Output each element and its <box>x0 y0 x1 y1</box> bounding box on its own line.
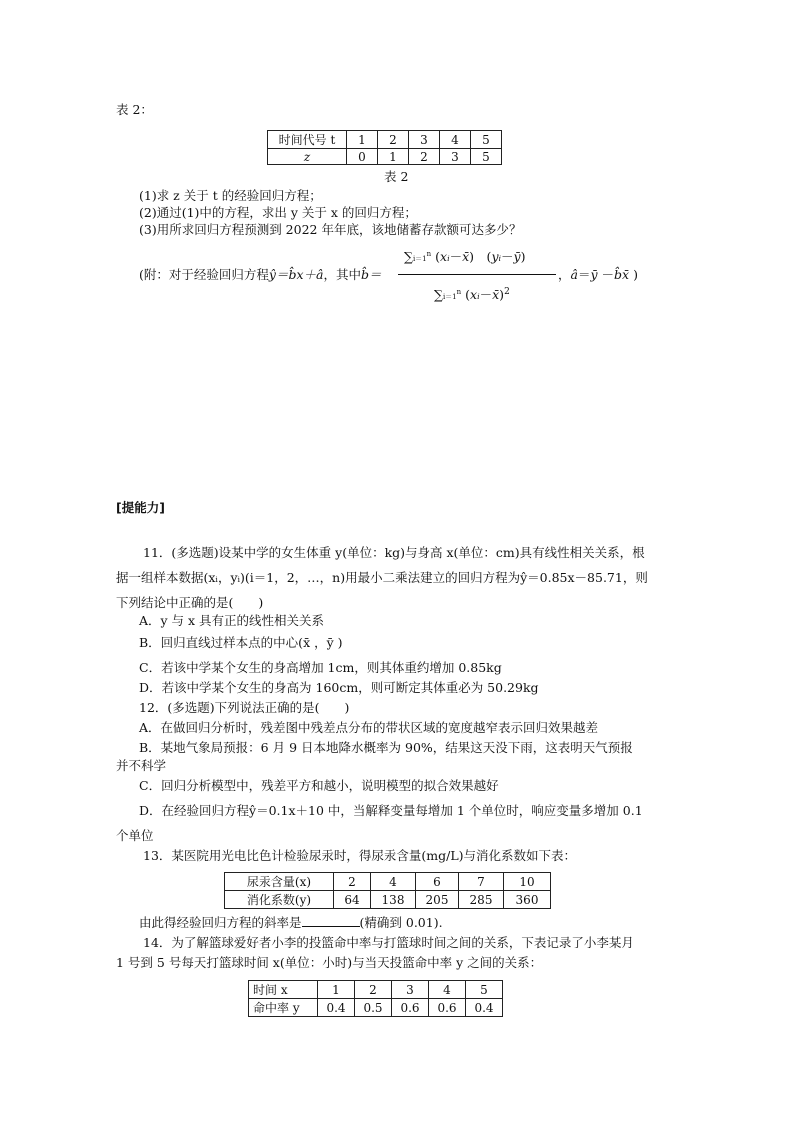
formula-denominator: $\sum i=1^n$ (xᵢ－x̄)$^2$ <box>434 286 510 302</box>
table-cell: 2 <box>409 149 440 165</box>
table-header-cell: 命中率 y <box>249 999 318 1017</box>
table-cell: 0.4 <box>466 999 503 1017</box>
q13-stem: 13．某医院用光电比色计检验尿汞时，得尿汞含量(mg/L)与消化系数如下表： <box>143 848 577 863</box>
table-row <box>225 891 551 909</box>
question-3: (3)用所求回归方程预测到 2022 年年底，该地储蓄存款额可达多少？ <box>139 222 522 237</box>
table-cell: 5 <box>466 981 503 999</box>
table-header-cell: 时间 x <box>249 981 318 999</box>
table-cell: 3 <box>409 131 440 149</box>
table-header-cell: z <box>268 149 347 165</box>
table-cell: 10 <box>504 873 551 891</box>
table-row <box>268 149 502 165</box>
section-title: [提能力] <box>116 500 165 515</box>
q14-table <box>248 980 503 1017</box>
note-prefix: (附：对于经验回归方程 <box>139 267 269 282</box>
table-cell: 64 <box>334 891 371 909</box>
q12-option-a: A．在做回归分析时，残差图中残差点分布的带状区域的宽度越窄表示回归效果越差 <box>139 720 599 735</box>
fraction-bar <box>398 274 556 275</box>
table-row <box>225 873 551 891</box>
q11-option-d: D．若该中学某个女生的身高为 160cm，则可断定其体重必为 50.29kg <box>139 680 539 695</box>
q13-answer-line <box>139 913 443 931</box>
table-cell: 2 <box>355 981 392 999</box>
q11-line2: 据一组样本数据(xᵢ，yᵢ)(i＝1，2，…，n)用最小二乘法建立的回归方程为ŷ＝0.85x－85.71，则 <box>116 570 648 585</box>
formula-regression: ŷ＝b̂x＋â <box>268 267 324 282</box>
table-cell: 1 <box>347 131 378 149</box>
table-cell: 3 <box>392 981 429 999</box>
q11-line3: 下列结论中正确的是( ) <box>116 595 264 610</box>
formula-a-hat: ，â＝ȳ －b̂x̄ ) <box>558 267 638 282</box>
q12-stem: 12．(多选题)下列说法正确的是( ) <box>139 700 350 715</box>
table-row <box>249 981 503 999</box>
question-1: (1)求 z 关于 t 的经验回归方程； <box>139 188 322 203</box>
table-cell: 1 <box>378 149 409 165</box>
table-cell: 360 <box>504 891 551 909</box>
q14-line2: 1 号到 5 号每天打篮球时间 x(单位：小时)与当天投篮命中率 y 之间的关系： <box>116 955 543 970</box>
q12-option-b-line2: 并不科学 <box>116 758 167 773</box>
q13-answer-suffix: (精确到 0.01). <box>359 915 443 930</box>
table-row <box>268 131 502 149</box>
table-cell: 205 <box>416 891 459 909</box>
q12-option-d-line2: 个单位 <box>116 828 154 843</box>
table-cell: 0.4 <box>318 999 355 1017</box>
table-cell: 7 <box>459 873 504 891</box>
q12-option-d-line1: D．在经验回归方程ŷ＝0.1x＋10 中，当解释变量每增加 1 个单位时，响应变量多增加 0.1 <box>139 803 643 818</box>
table-cell: 285 <box>459 891 504 909</box>
table-cell: 4 <box>371 873 416 891</box>
table-cell: 5 <box>471 131 502 149</box>
q14-line1: 14．为了解篮球爱好者小李的投篮命中率与打篮球时间之间的关系，下表记录了小李某月 <box>143 935 634 950</box>
table-cell: 3 <box>440 149 471 165</box>
table2-caption: 表 2 <box>384 169 409 184</box>
q13-table <box>224 872 551 909</box>
table-cell: 4 <box>440 131 471 149</box>
table-cell: 0.6 <box>392 999 429 1017</box>
table-2 <box>267 130 502 165</box>
q11-option-a: A．y 与 x 具有正的线性相关关系 <box>139 613 325 628</box>
question-2: (2)通过(1)中的方程，求出 y 关于 x 的回归方程； <box>139 205 417 220</box>
table-cell: 0 <box>347 149 378 165</box>
q11-option-b: B．回归直线过样本点的中心(x̄ ，ȳ ) <box>139 635 343 650</box>
q12-option-b-line1: B．某地气象局预报：6 月 9 日本地降水概率为 90%，结果这天没下雨，这表明天气预报 <box>139 740 633 755</box>
table-header-cell: 消化系数(y) <box>225 891 334 909</box>
answer-blank[interactable] <box>302 915 360 927</box>
table-header-cell: 尿汞含量(x) <box>225 873 334 891</box>
table-row <box>249 999 503 1017</box>
table-cell: 2 <box>378 131 409 149</box>
table-cell: 0.6 <box>429 999 466 1017</box>
table-header-cell: 时间代号 t <box>268 131 347 149</box>
table-cell: 5 <box>471 149 502 165</box>
formula-numerator: $\sum i=1^n$ (xᵢ－x̄) (yᵢ－ȳ) <box>404 249 526 264</box>
note-suffix: ) <box>633 267 638 282</box>
q11-line1: 11．(多选题)设某中学的女生体重 y(单位：kg)与身高 x(单位：cm)具有线性相关关系，根 <box>143 545 645 560</box>
note-mid: ，其中 <box>323 267 361 282</box>
table-cell: 1 <box>318 981 355 999</box>
formula-b-hat: b̂＝ <box>360 267 382 282</box>
q11-option-c: C．若该中学某个女生的身高增加 1cm，则其体重约增加 0.85kg <box>139 660 502 675</box>
formula-note <box>139 265 382 283</box>
table-cell: 2 <box>334 873 371 891</box>
table-cell: 0.5 <box>355 999 392 1017</box>
table-cell: 6 <box>416 873 459 891</box>
q13-answer-prefix: 由此得经验回归方程的斜率是 <box>139 915 302 930</box>
table-cell: 4 <box>429 981 466 999</box>
table-cell: 138 <box>371 891 416 909</box>
q12-option-c: C．回归分析模型中，残差平方和越小，说明模型的拟合效果越好 <box>139 778 499 793</box>
table2-heading: 表 2： <box>116 102 153 117</box>
